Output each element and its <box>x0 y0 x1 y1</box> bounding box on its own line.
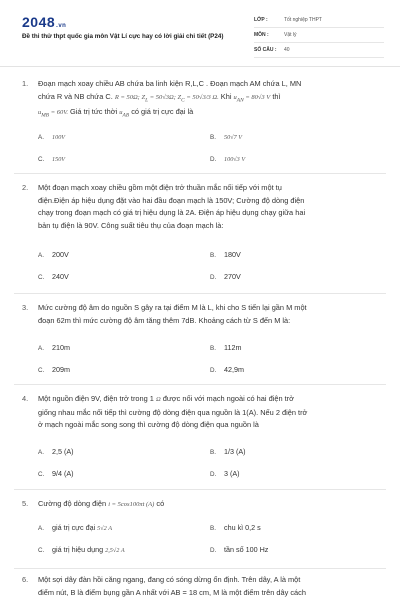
meta-label: MÔN : <box>254 32 269 38</box>
question-text <box>22 182 382 232</box>
question-text <box>22 574 382 599</box>
question-text <box>22 498 382 512</box>
option-b[interactable]: B. 50√7 V <box>210 134 243 141</box>
option-d[interactable]: D. 42,9m <box>210 365 244 374</box>
option-c[interactable]: C. 209m <box>38 365 70 374</box>
option-b[interactable]: B. 112m <box>210 343 242 352</box>
meta-row-subject <box>254 28 384 43</box>
option-c[interactable]: C. 150V <box>38 156 66 163</box>
divider <box>14 293 386 294</box>
math-expression: $u_{AN} = 80√3$ V <box>233 93 271 103</box>
option-b[interactable]: B. 180V <box>210 250 241 259</box>
question-line: có <box>156 499 165 508</box>
question-line: chạy trong đoạn mạch có giá trị hiệu dụng là 2A. Điện áp hiệu dụng chạy giữa hai <box>38 208 306 217</box>
option-a[interactable]: A. 200V <box>38 250 69 259</box>
divider <box>14 173 386 174</box>
math-expression: Ω <box>155 396 161 403</box>
question-line: Mức cường độ âm do nguồn S gây ra tại điểm M là L, khi cho S tiến lại gần M một <box>38 303 307 312</box>
question-text <box>22 393 382 432</box>
question-line: được nối với mạch ngoài có hai điện trở <box>162 394 294 403</box>
option-a[interactable]: A. 2,5 (A) <box>38 447 74 456</box>
question-line: Một nguồn điện 9V, điện trở trong 1 <box>38 394 154 403</box>
meta-label: LỚP : <box>254 17 268 23</box>
question-line: Một sợi dây đàn hồi căng ngang, đang có sóng dừng ổn định. Trên dây, A là một <box>38 575 301 584</box>
document-meta <box>254 13 384 58</box>
math-expression: $u_{AB}$ <box>119 109 130 119</box>
divider <box>14 384 386 385</box>
question-line: Cường độ dòng điện <box>38 499 107 508</box>
question-line: Khi <box>220 91 232 101</box>
math-expression: i = 5cos100πt (A) <box>108 501 155 508</box>
question-number: 5. <box>22 499 29 508</box>
meta-row-class <box>254 13 384 28</box>
option-a[interactable]: A. 210m <box>38 343 70 352</box>
meta-label: SỐ CÂU : <box>254 47 277 53</box>
question-line: đoạn 62m thì mức cường độ âm tăng thêm 7dB. Khoảng cách từ S đến M là: <box>38 315 291 325</box>
meta-row-count <box>254 43 384 58</box>
option-b[interactable]: B. 1/3 (A) <box>210 447 246 456</box>
meta-value: Vật lý <box>284 32 297 38</box>
option-c[interactable]: C. 9/4 (A) <box>38 469 74 478</box>
math-expression: $u_{MB} = 60V$. <box>38 109 68 119</box>
option-b[interactable]: B. chu kì 0,2 s <box>210 523 261 532</box>
question-number: 6. <box>22 575 29 584</box>
document-header <box>0 0 400 67</box>
option-a[interactable]: A. giá trị cực đại 5√2 A <box>38 523 112 532</box>
site-logo[interactable] <box>22 14 66 30</box>
divider <box>14 489 386 490</box>
question-number: 4. <box>22 394 29 403</box>
question-number: 3. <box>22 303 29 312</box>
logo-text: 2048 <box>22 14 56 30</box>
question-line: ở mạch ngoài mắc song song thì cường độ dòng điện qua nguồn là <box>38 420 259 429</box>
logo-suffix: .vn <box>56 23 67 29</box>
question-text <box>22 78 382 122</box>
question-line: Giá trị tức thời <box>70 107 118 117</box>
option-a[interactable]: A. 100V <box>38 134 66 141</box>
question-number: 2. <box>22 183 29 192</box>
question-line: Đoạn mạch xoay chiều AB chứa ba linh kiện R,L,C . Đoạn mạch AM chứa L, MN <box>38 79 302 88</box>
meta-value: 40 <box>284 47 290 53</box>
question-line: thì <box>272 91 281 101</box>
option-d[interactable]: D. 3 (A) <box>210 469 240 478</box>
question-line: chứa R và NB chứa C. <box>38 91 113 101</box>
document-title: Đề thi thử thpt quốc gia môn Vật Lí cực hay có lời giải chi tiết (P24) <box>22 33 224 40</box>
meta-value: Tốt nghiệp THPT <box>284 17 322 23</box>
divider <box>14 568 386 569</box>
math-expression: R = 50Ω; $Z_L = 50√3\Omega$; $Z_C = 50√3/3$ Ω. <box>114 93 219 103</box>
question-line: điện.Điện áp hiệu dụng đặt vào hai đầu đoạn mạch là 150V; Cường độ dòng điện <box>38 195 305 205</box>
question-text <box>22 302 382 327</box>
option-c[interactable]: C. giá trị hiệu dụng 2,5√2 A <box>38 545 125 554</box>
question-number: 1. <box>22 79 29 88</box>
question-line: Một đoạn mạch xoay chiều gồm một điện trở thuần mắc nối tiếp với một tụ <box>38 183 282 192</box>
question-line: giống nhau mắc nối tiếp thì cường độ dòng điện qua nguồn là 1(A). Nếu 2 điện trở <box>38 407 308 417</box>
question-line: điểm nút, B là điểm bụng gần A nhất với AB = 18 cm, M là một điểm trên dây cách <box>38 587 306 597</box>
option-d[interactable]: D. 100√3 V <box>210 156 246 163</box>
question-line: bản tụ điện là 90V. Công suất tiêu thụ của đoạn mạch là: <box>38 220 224 230</box>
option-d[interactable]: D. 270V <box>210 272 241 281</box>
question-line: có giá trị cực đại là <box>131 107 194 117</box>
option-d[interactable]: D. tần số 100 Hz <box>210 545 269 554</box>
option-c[interactable]: C. 240V <box>38 272 69 281</box>
